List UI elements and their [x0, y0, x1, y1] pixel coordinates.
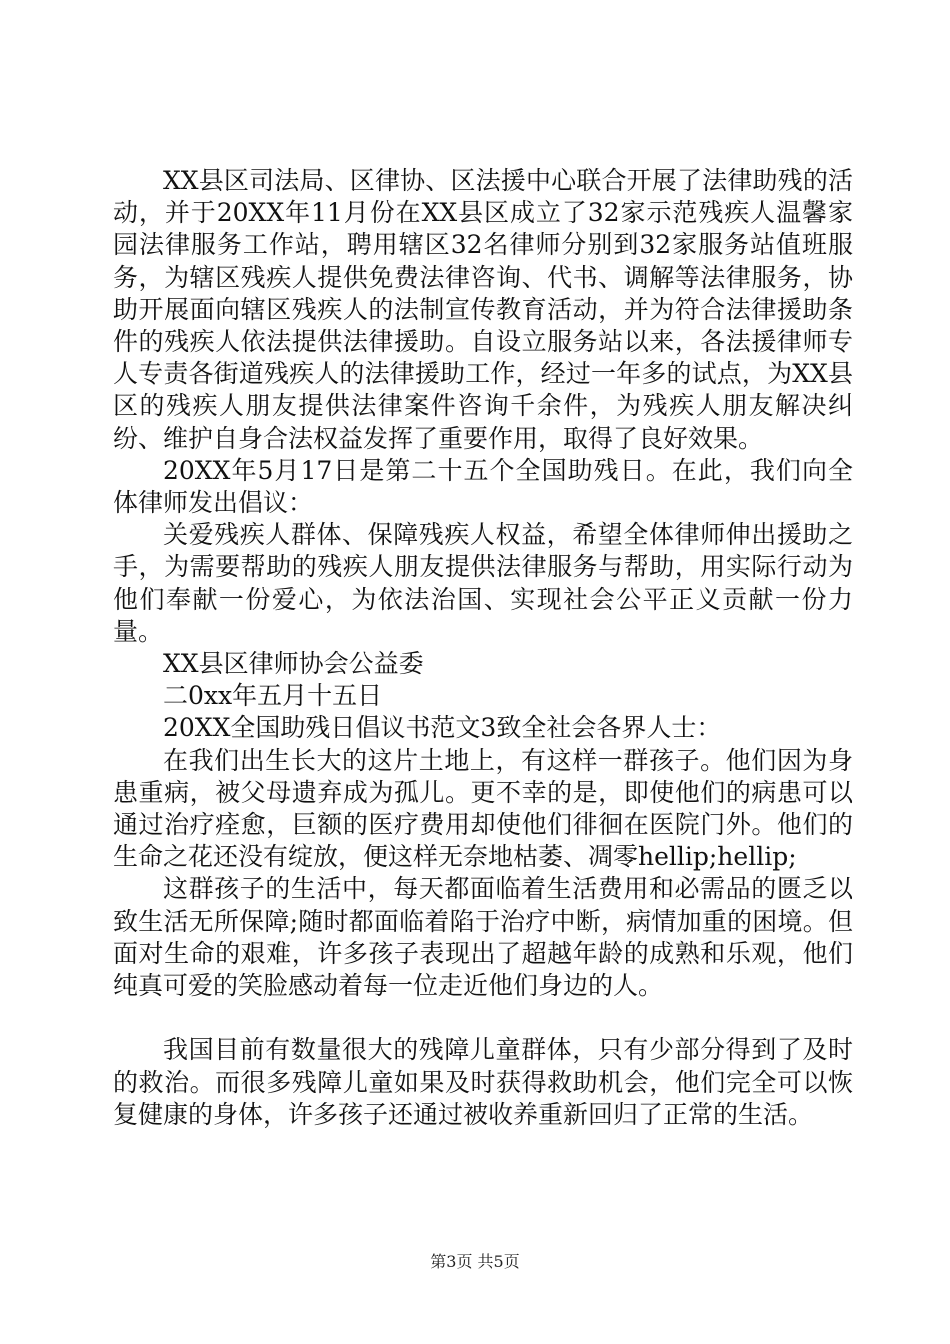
page-footer: 第3页 共5页 — [430, 1252, 520, 1271]
paragraph-legal-aid-activity: XX县区司法局、区律协、区法援中心联合开展了法律助残的活动，并于20XX年11月份在XX县区成立了32家示范残疾人温馨家园法律服务工作站，聘用辖区32名律师分别到32家服务站值班服务，为辖区残疾人提供免费法律咨询、代书、调解等法律服务，协助开展面向辖区残疾人的法制宣传教育活动，并为符合法律援助条件的残疾人依法提供法律援助。自设立服务站以来，各法援律师专人专责各街道残疾人的法律援助工作，经过一年多的试点，为XX县区的残疾人朋友提供法律案件咨询千余件，为残疾人朋友解决纠纷、维护自身合法权益发挥了重要作用，取得了良好效果。 — [113, 166, 853, 453]
sample-heading: 20XX全国助残日倡议书范文3致全社会各界人士： — [163, 713, 722, 743]
paragraph-appeal: 关爱残疾人群体、保障残疾人权益，希望全体律师伸出援助之手，为需要帮助的残疾人朋友提供法律服务与帮助，用实际行动为他们奉献一份爱心，为依法治国、实现社会公平正义贡献一份力量。 — [113, 520, 853, 646]
paragraph-children-intro: 在我们出生长大的这片土地上，有这样一群孩子。他们因为身患重病，被父母遗弃成为孤儿。更不幸的是，即使他们的病患可以通过治疗痊愈，巨额的医疗费用却使他们徘徊在医院门外。他们的生命之花还没有绽放，便这样无奈地枯萎、凋零hellip;hellip; — [113, 745, 853, 872]
blank-line — [113, 1002, 853, 1034]
paragraph-children-life: 这群孩子的生活中，每天都面临着生活费用和必需品的匮乏以致生活无所保障;随时都面临着陷于治疗中断，病情加重的困境。但面对生命的艰难，许多孩子表现出了超越年龄的成熟和乐观，他们纯真可爱的笑脸感动着每一位走近他们身边的人。 — [113, 874, 853, 1001]
signature-date: 二0xx年五月十五日 — [163, 681, 383, 711]
document-body — [113, 165, 853, 1131]
paragraph-national-situation: 我国目前有数量很大的残障儿童群体，只有少部分得到了及时的救治。而很多残障儿童如果及时获得救助机会，他们完全可以恢复健康的身体，许多孩子还通过被收养重新回归了正常的生活。 — [113, 1035, 853, 1129]
signature-organization: XX县区律师协会公益委 — [163, 649, 424, 679]
paragraph-disability-day-intro: 20XX年5月17日是第二十五个全国助残日。在此，我们向全体律师发出倡议： — [113, 455, 853, 518]
